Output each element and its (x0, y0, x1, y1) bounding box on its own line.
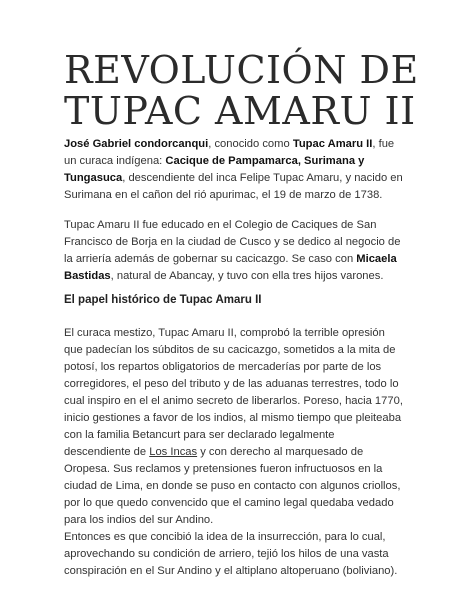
text-span: , natural de Abancay, y tuvo con ella tres hijos varones. (110, 270, 384, 282)
text-span: El curaca mestizo, Tupac Amaru II, comprobó la terrible opresión que padecían los súbditos de su cacicazgo, sometidos a la mita de potosí, los repartos obligatorios de mercaderías por parte de los corregidores, el peso del tributo y de las aduanas terrestres, todo lo cual inspiro en el el animo secreto de liberarlos. Poreso, hacia 1770, inicio gestiones a favor de los indios, al mismo tiempo que pleiteaba con la familia Betancurt para ser declarado legalmente descendiente de (64, 327, 403, 458)
text-span: y con derecho al marquesado de Oropesa. Sus reclamos y pretensiones fueron infructuosos en la ciudad de Lima, en donde se puso en contacto con algunos criollos, por lo que quedo convencido que el camino legal quedaba vedado para los indios del sur Andino. (64, 446, 401, 526)
text-span: Entonces es que concibió la idea de la insurrección, para lo cual, aprovechando su condición de arriero, tejió los hilos de una vasta conspiración en el Sur Andino y el altiplano altoperuano (boliviano). (64, 531, 398, 577)
paragraph-history (64, 325, 404, 580)
link-los-incas[interactable]: Los Incas (149, 446, 198, 458)
bold-wife-name: Micaela Bastidas (64, 253, 397, 282)
text-span: , conocido como (208, 138, 293, 150)
paragraph-intro (64, 136, 404, 204)
bold-cacique-title: Cacique de Pampamarca, Surimana y Tungasuca (64, 155, 365, 184)
text-span: , descendiente del inca Felipe Tupac Amaru, y nacido en Surimana en el cañon del rió apurimac, el 19 de marzo de 1738. (64, 172, 403, 201)
section-heading: El papel histórico de Tupac Amaru II (64, 294, 262, 306)
paragraph-education (64, 217, 404, 285)
bold-alias: Tupac Amaru II (292, 138, 373, 150)
bold-name: José Gabriel condorcanqui (64, 138, 209, 150)
document-title: REVOLUCIÓN DE TUPAC AMARU II (64, 48, 419, 133)
text-span: , fue un curaca indígena: (64, 138, 395, 167)
text-span: Tupac Amaru II fue educado en el Colegio de Caciques de San Francisco de Borja en la ciudad de Cusco y se dedico al negocio de la arriería además de gobernar su cacicazgo. Se caso con (64, 219, 401, 265)
